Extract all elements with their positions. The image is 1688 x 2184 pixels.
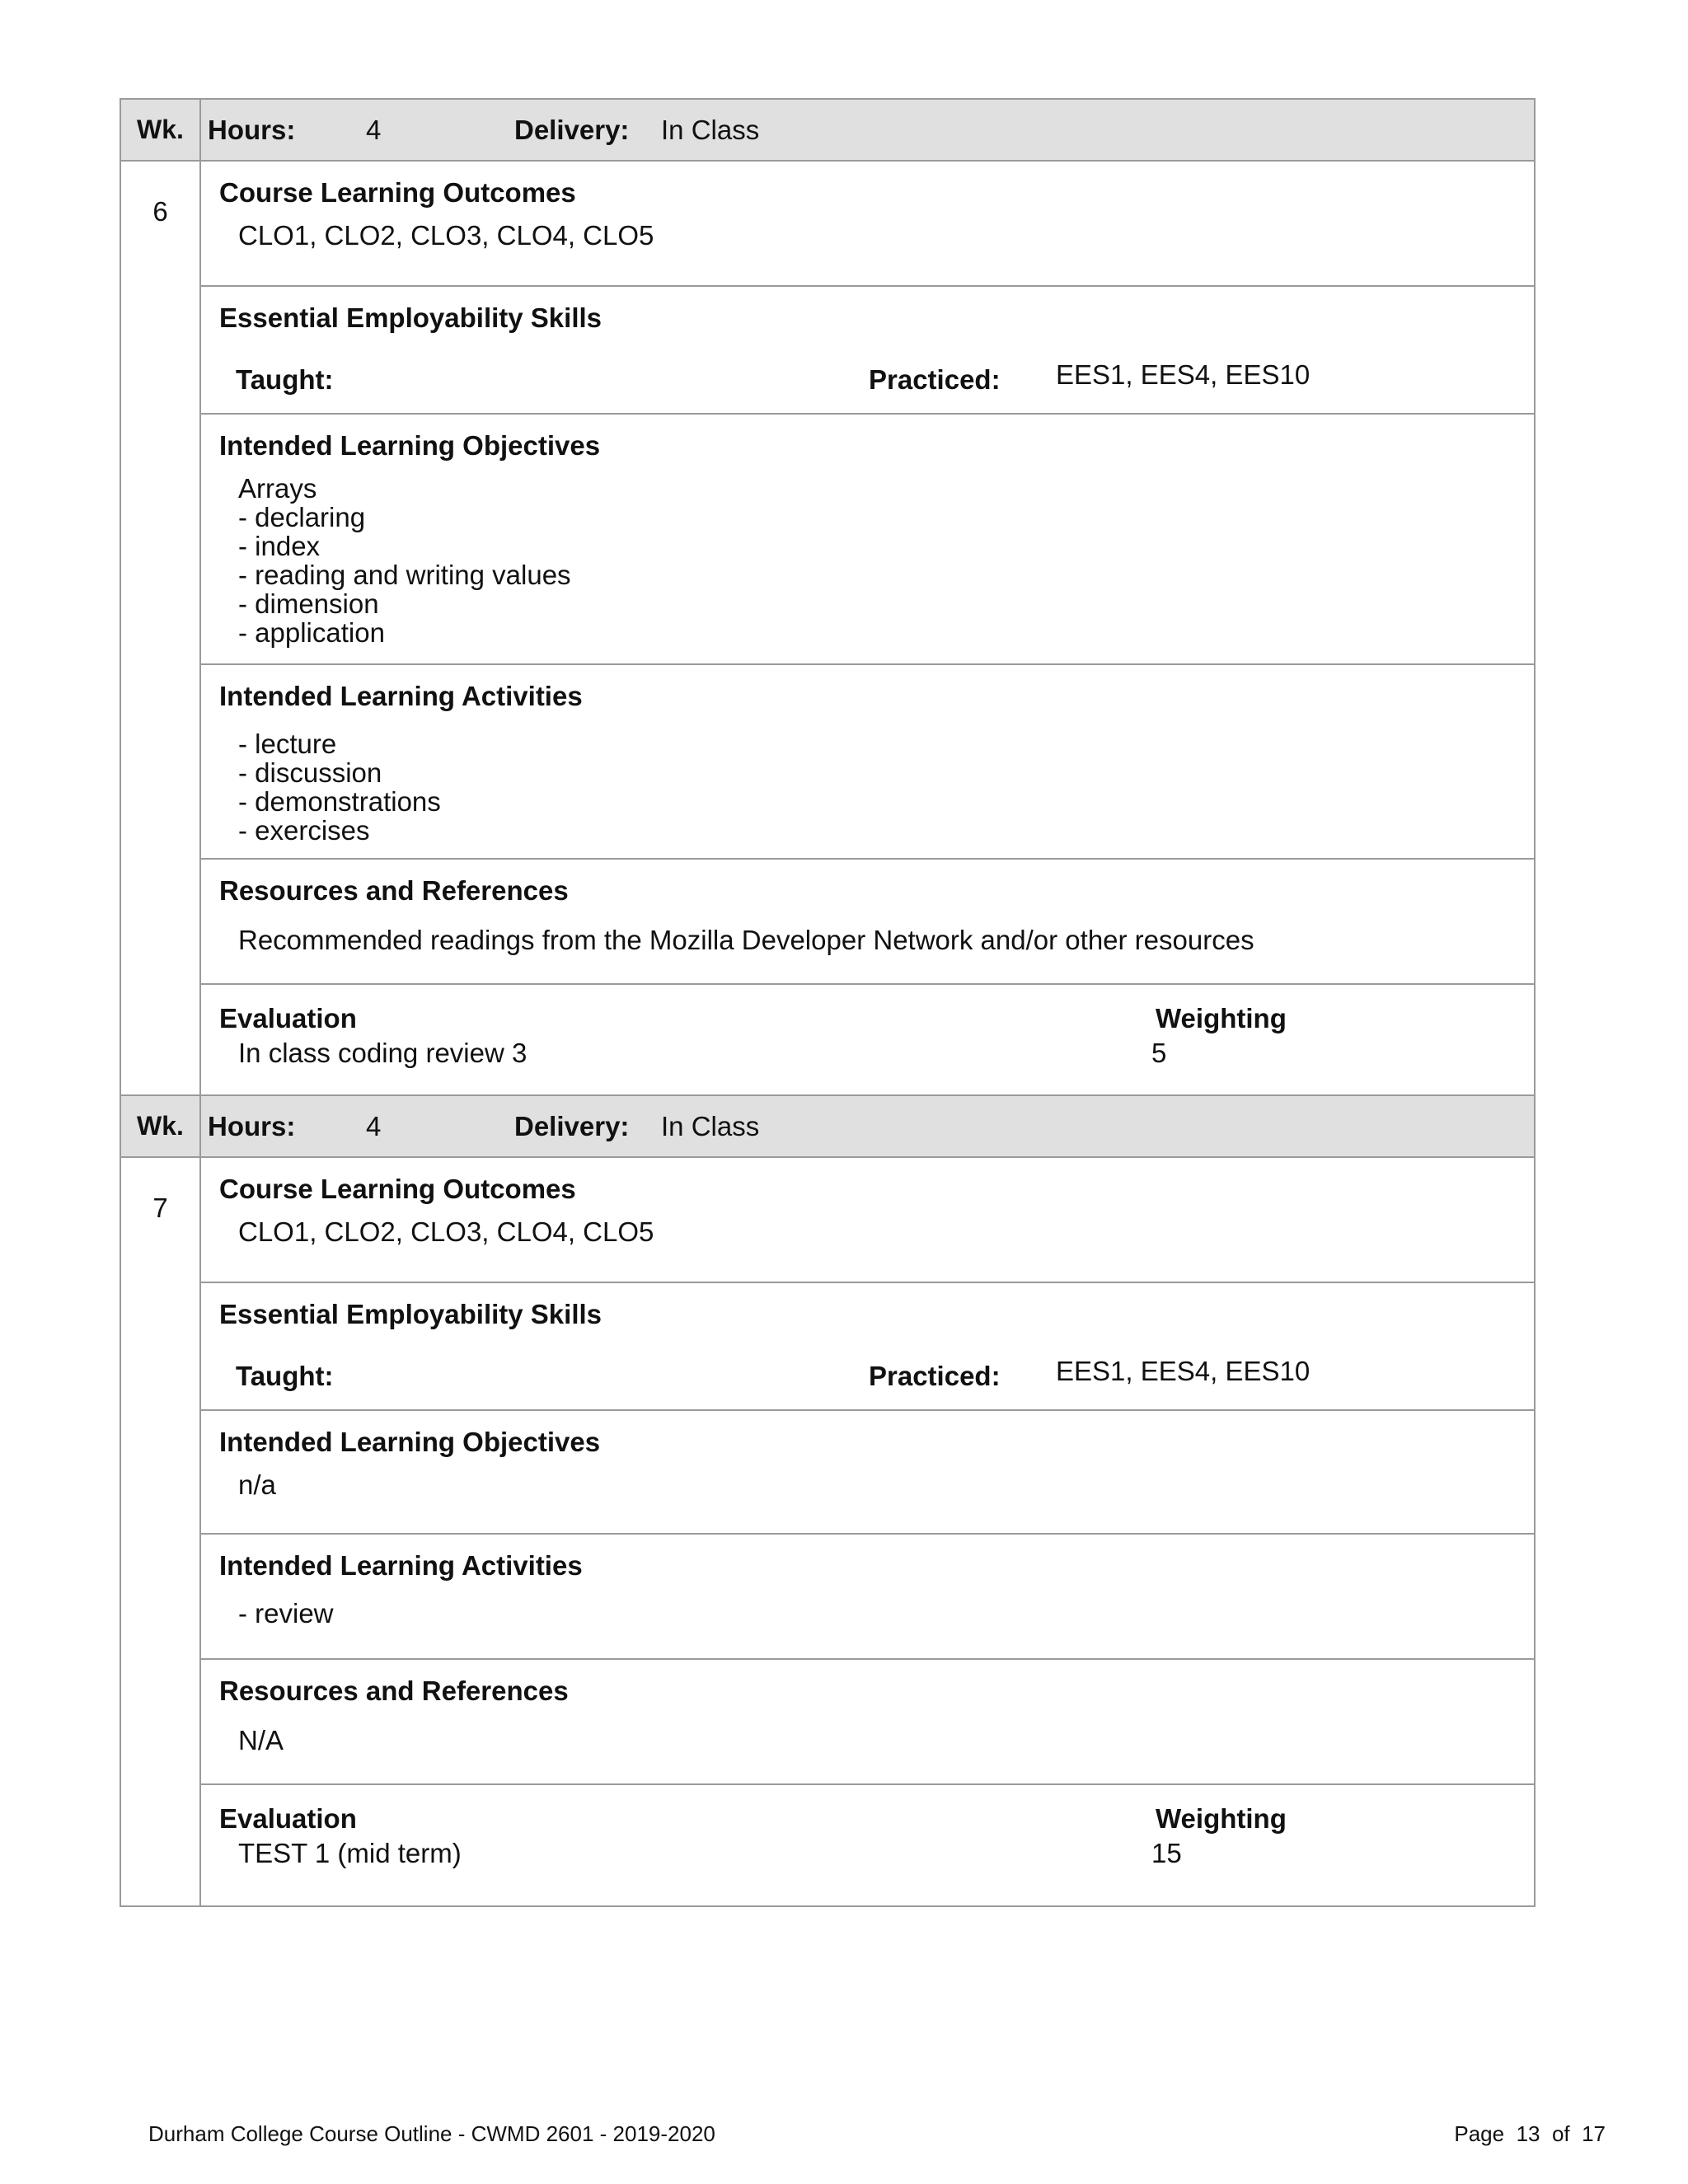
learning-objectives-section — [201, 1411, 1534, 1533]
hours-value: 4 — [366, 114, 382, 145]
taught-label: Taught: — [236, 364, 334, 395]
resources-section — [201, 1660, 1534, 1783]
week-number: 7 — [120, 1157, 200, 1906]
page-of-label: of — [1551, 2121, 1570, 2146]
weighting-title: Weighting — [1156, 1003, 1287, 1033]
week-header-row — [120, 99, 1535, 161]
list-item: Arrays — [238, 473, 317, 504]
section-title: Intended Learning Activities — [219, 681, 583, 711]
page-total: 17 — [1582, 2121, 1606, 2146]
week-header-info — [200, 99, 1535, 161]
weighting-value: 15 — [1151, 1838, 1182, 1868]
list-item: - discussion — [238, 757, 382, 788]
list-item: n/a — [238, 1469, 276, 1500]
learning-activities-section — [201, 665, 1534, 858]
list-item: - demonstrations — [238, 786, 441, 817]
section-title: Resources and References — [219, 875, 569, 906]
list-item: - declaring — [238, 502, 366, 532]
week-header-info — [200, 1095, 1535, 1157]
learning-outcomes-section — [201, 162, 1534, 285]
practiced-label: Practiced: — [869, 364, 1001, 395]
employability-skills-section — [201, 287, 1534, 413]
list-item: - application — [238, 617, 385, 648]
list-item: - exercises — [238, 815, 370, 846]
learning-outcomes-value: CLO1, CLO2, CLO3, CLO4, CLO5 — [238, 1216, 654, 1247]
resources-section — [201, 860, 1534, 983]
list-item: - lecture — [238, 729, 337, 759]
week-header-row — [120, 1095, 1535, 1157]
wk-header-label: Wk. — [120, 99, 200, 161]
employability-skills-section — [201, 1283, 1534, 1409]
hours-label: Hours: — [208, 1110, 296, 1141]
delivery-value: In Class — [661, 1110, 760, 1141]
hours-label: Hours: — [208, 114, 296, 145]
practiced-value: EES1, EES4, EES10 — [1056, 359, 1311, 390]
evaluation-value: In class coding review 3 — [238, 1038, 528, 1068]
learning-activities-section — [201, 1535, 1534, 1658]
delivery-label: Delivery: — [514, 1110, 630, 1141]
list-item: - reading and writing values — [238, 560, 571, 590]
week-number: 6 — [120, 161, 200, 1106]
page-current: 13 — [1516, 2121, 1540, 2146]
week-7-table — [120, 1094, 1536, 1907]
practiced-value: EES1, EES4, EES10 — [1056, 1356, 1311, 1386]
list-item: - index — [238, 531, 321, 561]
section-title: Resources and References — [219, 1675, 569, 1706]
evaluation-title: Evaluation — [219, 1803, 357, 1834]
section-title: Essential Employability Skills — [219, 302, 603, 333]
evaluation-section — [201, 1785, 1534, 1905]
list-item: - review — [238, 1598, 334, 1629]
section-title: Essential Employability Skills — [219, 1299, 603, 1329]
section-title: Course Learning Outcomes — [219, 177, 576, 208]
section-title: Intended Learning Objectives — [219, 430, 601, 461]
delivery-label: Delivery: — [514, 114, 630, 145]
section-title: Intended Learning Activities — [219, 1550, 583, 1581]
evaluation-value: TEST 1 (mid term) — [238, 1838, 462, 1868]
weighting-title: Weighting — [1156, 1803, 1287, 1834]
practiced-label: Practiced: — [869, 1361, 1001, 1391]
section-title: Intended Learning Objectives — [219, 1427, 601, 1457]
list-item: - dimension — [238, 588, 379, 619]
evaluation-title: Evaluation — [219, 1003, 357, 1033]
learning-objectives-section — [201, 415, 1534, 663]
footer-page-number — [1454, 2121, 1606, 2147]
section-title: Course Learning Outcomes — [219, 1174, 576, 1204]
week-6-table — [120, 98, 1536, 1107]
learning-outcomes-section — [201, 1158, 1534, 1282]
taught-label: Taught: — [236, 1361, 334, 1391]
footer-course-title: Durham College Course Outline - CWMD 2601 - 2019-2020 — [148, 2121, 715, 2146]
weighting-value: 5 — [1151, 1038, 1167, 1068]
resources-value: Recommended readings from the Mozilla Developer Network and/or other resources — [238, 925, 1254, 955]
learning-outcomes-value: CLO1, CLO2, CLO3, CLO4, CLO5 — [238, 220, 654, 251]
resources-value: N/A — [238, 1725, 284, 1755]
hours-value: 4 — [366, 1110, 382, 1141]
delivery-value: In Class — [661, 114, 760, 145]
page-label: Page — [1454, 2121, 1505, 2146]
evaluation-section — [201, 985, 1534, 1105]
wk-header-label: Wk. — [120, 1095, 200, 1157]
